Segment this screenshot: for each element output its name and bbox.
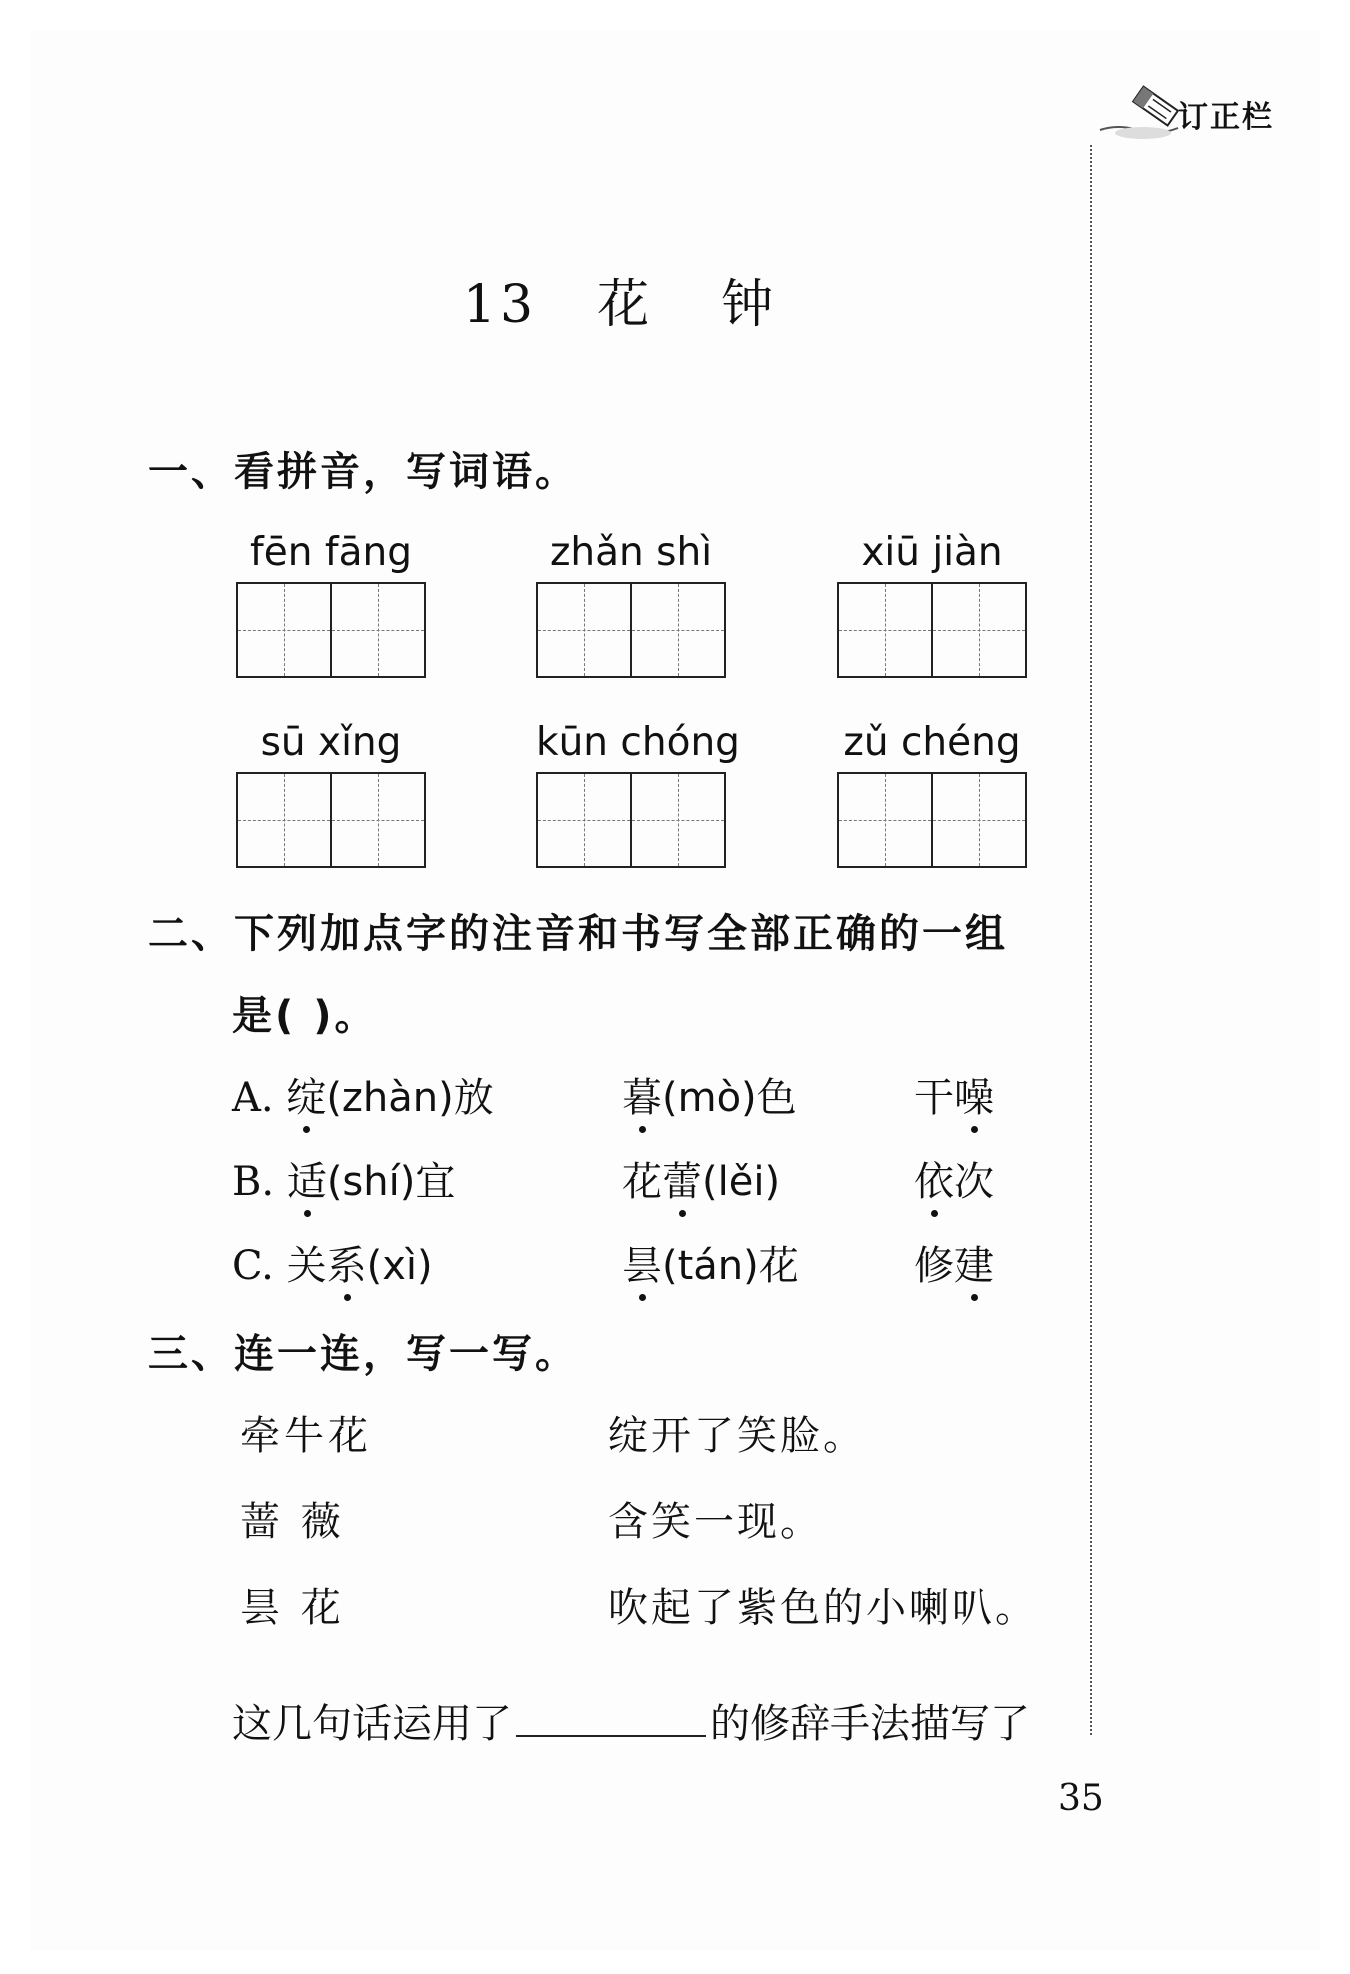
section-2-heading-cont: 是( )。: [232, 993, 378, 1039]
lesson-number: 13: [462, 275, 538, 335]
match-right-item[interactable]: 含笑一现。: [608, 1499, 823, 1545]
lesson-title: [0, 262, 1240, 337]
section-3-heading: 三、连一连，写一写。: [148, 1331, 578, 1377]
fill-sentence: [232, 1692, 1030, 1749]
writing-cell[interactable]: [238, 584, 332, 676]
writing-box[interactable]: [236, 582, 426, 678]
option-letter: B.: [232, 1159, 275, 1205]
pinyin-annotation: (mò): [662, 1075, 757, 1121]
dotted-char: 暮: [622, 1075, 662, 1121]
pinyin-item: [837, 528, 1027, 678]
writing-box[interactable]: [837, 582, 1027, 678]
writing-cell[interactable]: [933, 584, 1025, 676]
match-right-item[interactable]: 绽开了笑脸。: [608, 1413, 866, 1459]
writing-cell[interactable]: [839, 774, 933, 866]
dotted-char: 昙: [622, 1243, 662, 1289]
option-letter: A.: [232, 1075, 274, 1121]
option-row-c[interactable]: [232, 1234, 1082, 1294]
option-text: 宜: [415, 1159, 456, 1205]
option-text: 色: [756, 1075, 797, 1121]
match-left-item[interactable]: 蔷 薇: [240, 1499, 345, 1545]
section-1-heading: 一、看拼音，写词语。: [148, 449, 578, 495]
writing-cell[interactable]: [238, 774, 332, 866]
writing-cell[interactable]: [839, 584, 933, 676]
match-left-item[interactable]: 昙 花: [240, 1585, 345, 1631]
writing-cell[interactable]: [332, 774, 424, 866]
correction-label: 订正栏: [1178, 100, 1274, 135]
option-text: 修: [914, 1243, 954, 1289]
match-right-item[interactable]: 吹起了紫色的小喇叭。: [608, 1585, 1038, 1631]
pinyin-text: xiū jiàn: [861, 530, 1003, 575]
page-number: 35: [1058, 1778, 1104, 1819]
pinyin-annotation: (tán): [662, 1243, 759, 1289]
pinyin-item: [536, 528, 726, 678]
correction-divider: [1090, 145, 1092, 1735]
dotted-char: 绽: [286, 1075, 327, 1121]
writing-cell[interactable]: [332, 584, 424, 676]
pinyin-item: [236, 718, 426, 868]
section-2-heading: 二、下列加点字的注音和书写全部正确的一组: [148, 911, 1008, 957]
option-text: 干: [914, 1075, 954, 1121]
writing-box[interactable]: [536, 582, 726, 678]
title-char-2: 钟: [721, 275, 778, 335]
option-row-a[interactable]: [232, 1066, 1082, 1126]
option-letter: C.: [232, 1243, 274, 1289]
option-text: 关: [286, 1243, 327, 1289]
pinyin-annotation: (zhàn): [326, 1075, 454, 1121]
writing-box[interactable]: [837, 772, 1027, 868]
dotted-char: 蕾: [662, 1159, 702, 1205]
option-text: 花: [758, 1243, 799, 1289]
option-text: 放: [453, 1075, 494, 1121]
dotted-char: 适: [286, 1159, 327, 1205]
pinyin-item: [236, 528, 426, 678]
pinyin-annotation: (lěi): [702, 1159, 781, 1205]
pinyin-annotation: (shí): [326, 1159, 416, 1205]
pinyin-text: zǔ chéng: [843, 720, 1021, 765]
writing-cell[interactable]: [933, 774, 1025, 866]
pinyin-text: zhǎn shì: [549, 530, 713, 575]
writing-cell[interactable]: [632, 584, 724, 676]
pinyin-item: [837, 718, 1027, 868]
writing-cell[interactable]: [632, 774, 724, 866]
pinyin-annotation: (xì): [366, 1243, 433, 1289]
writing-box[interactable]: [236, 772, 426, 868]
writing-box[interactable]: [536, 772, 726, 868]
dotted-char: 建: [954, 1243, 994, 1289]
writing-cell[interactable]: [538, 774, 632, 866]
dotted-char: 依: [914, 1159, 954, 1205]
option-text: 花: [622, 1159, 662, 1205]
title-char-1: 花: [597, 275, 654, 335]
dotted-char: 噪: [954, 1075, 994, 1121]
dotted-char: 系: [326, 1243, 367, 1289]
fill-text-before: 这几句话运用了: [232, 1701, 512, 1747]
option-text: 次: [954, 1159, 994, 1205]
match-left-item[interactable]: 牵牛花: [240, 1413, 372, 1459]
writing-cell[interactable]: [538, 584, 632, 676]
fill-text-after: 的修辞手法描写了: [710, 1701, 1030, 1747]
pinyin-text: kūn chóng: [536, 720, 740, 765]
fill-blank[interactable]: [516, 1697, 706, 1737]
pinyin-text: sū xǐng: [260, 720, 402, 765]
correction-column-header: [1098, 88, 1328, 148]
pinyin-text: fēn fāng: [250, 530, 412, 575]
pinyin-item: [536, 718, 740, 868]
option-row-b[interactable]: [232, 1150, 1082, 1210]
